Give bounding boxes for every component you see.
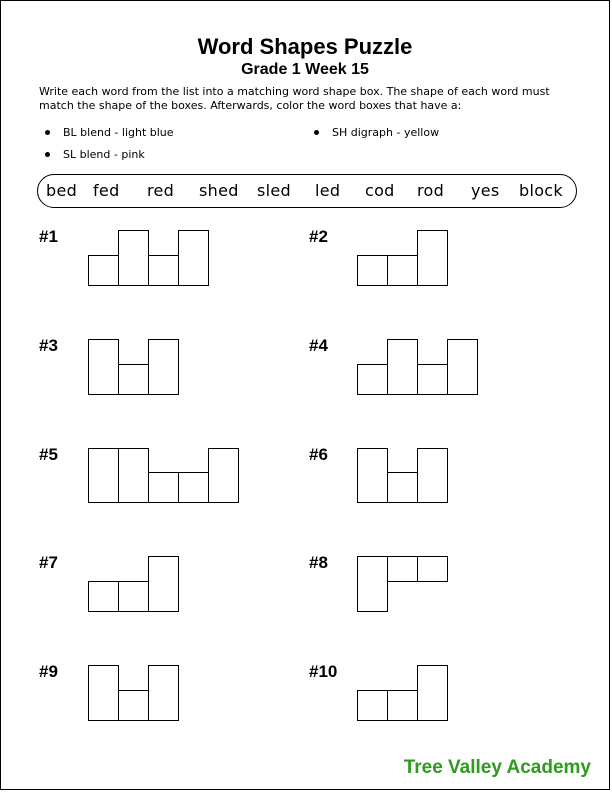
letter-box[interactable]: [118, 690, 149, 721]
letter-box[interactable]: [417, 448, 448, 503]
letter-box[interactable]: [148, 255, 179, 286]
word-bank-item: fed: [93, 181, 120, 200]
letter-box[interactable]: [417, 556, 448, 582]
letter-box[interactable]: [88, 339, 119, 395]
letter-box[interactable]: [118, 581, 149, 612]
word-bank-item: block: [519, 181, 563, 200]
word-bank-item: led: [315, 181, 341, 200]
puzzle-number: #1: [39, 227, 58, 246]
letter-box[interactable]: [357, 690, 388, 721]
letter-box[interactable]: [417, 665, 448, 721]
letter-box[interactable]: [148, 665, 179, 721]
word-bank-item: rod: [417, 181, 445, 200]
letter-box[interactable]: [148, 339, 179, 395]
bullet-dot-icon: [45, 152, 50, 157]
letter-box[interactable]: [357, 255, 388, 286]
puzzle-number: #2: [309, 227, 328, 246]
puzzle-number: #7: [39, 553, 58, 572]
word-bank-item: shed: [199, 181, 239, 200]
letter-box[interactable]: [178, 472, 209, 503]
letter-box[interactable]: [387, 339, 418, 395]
bullet-bl-blend: [45, 126, 174, 139]
word-bank-item: red: [147, 181, 175, 200]
word-bank-item: bed: [46, 181, 78, 200]
bullet-label: SL blend - pink: [63, 148, 145, 161]
page-title: Word Shapes Puzzle: [197, 34, 413, 59]
letter-box[interactable]: [387, 255, 418, 286]
letter-box[interactable]: [88, 255, 119, 286]
letter-box[interactable]: [417, 364, 448, 395]
puzzle-number: #6: [309, 445, 328, 464]
puzzle-number: #10: [309, 662, 338, 681]
puzzle-number: #4: [309, 336, 328, 355]
letter-box[interactable]: [417, 230, 448, 286]
letter-box[interactable]: [387, 690, 418, 721]
puzzle-number: #3: [39, 336, 58, 355]
bullet-dot-icon: [314, 130, 319, 135]
letter-box[interactable]: [357, 448, 388, 503]
bullet-dot-icon: [45, 130, 50, 135]
letter-box[interactable]: [148, 472, 179, 503]
letter-box[interactable]: [118, 364, 149, 395]
letter-box[interactable]: [118, 230, 149, 286]
letter-box[interactable]: [447, 339, 478, 395]
word-bank-item: sled: [257, 181, 291, 200]
letter-box[interactable]: [178, 230, 209, 286]
bullet-label: SH digraph - yellow: [332, 126, 440, 139]
letter-box[interactable]: [387, 556, 418, 582]
puzzle-number: #8: [309, 553, 328, 572]
letter-box[interactable]: [88, 448, 119, 503]
letter-box[interactable]: [118, 448, 149, 503]
letter-box[interactable]: [208, 448, 239, 503]
word-bank: [37, 174, 577, 208]
letter-box[interactable]: [357, 364, 388, 395]
instructions-text: Write each word from the list into a matching word shape box. The shape of each word must match the shape of the boxes. Afterwards, color the word boxes that have a:: [39, 85, 550, 112]
page-subtitle: Grade 1 Week 15: [241, 61, 369, 78]
word-bank-item: yes: [471, 181, 500, 200]
bullet-sl-blend: [45, 148, 145, 161]
word-bank-item: cod: [365, 181, 395, 200]
letter-box[interactable]: [148, 556, 179, 612]
puzzle-number: #9: [39, 662, 58, 681]
bullet-sh-digraph: [314, 126, 439, 139]
letter-box[interactable]: [387, 472, 418, 503]
brand-logo-text: Tree Valley Academy: [403, 757, 591, 778]
puzzle-number: #5: [39, 445, 58, 464]
letter-box[interactable]: [357, 556, 388, 612]
letter-box[interactable]: [88, 581, 119, 612]
letter-box[interactable]: [88, 665, 119, 721]
bullet-label: BL blend - light blue: [63, 126, 174, 139]
